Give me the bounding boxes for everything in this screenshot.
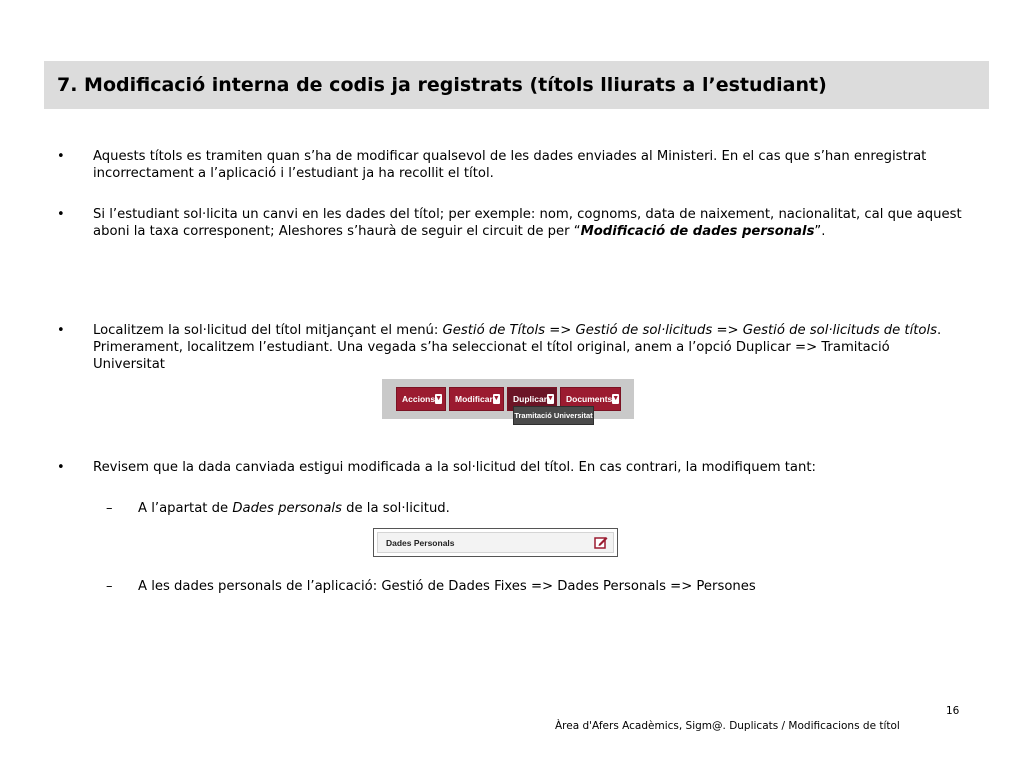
chevron-down-icon: ▼ bbox=[492, 395, 500, 402]
chevron-down-icon: ▼ bbox=[612, 395, 620, 402]
subitem-2: A les dades personals de l’aplicació: Gestió de Dades Fixes => Dades Personals => Persones bbox=[138, 579, 756, 594]
dades-personals-panel bbox=[377, 532, 614, 553]
paragraph-3-closing: . Primerament, localitzem l’estudiant. Una vegada s’ha seleccionat el títol original, anem a l’opció Duplicar => Tramitació Universitat bbox=[93, 323, 942, 372]
menu-path-1: Gestió de Títols bbox=[442, 323, 546, 338]
paragraph-2-emphasis: Modificació de dades personals bbox=[580, 224, 815, 239]
menu-path-3: Gestió de sol·licituds de títols bbox=[742, 323, 938, 338]
tramitacio-universitat-menu-item[interactable]: Tramitació Universitat bbox=[513, 406, 594, 425]
accions-button[interactable] bbox=[396, 387, 446, 411]
subitem-1 bbox=[138, 500, 450, 517]
dades-personals-screenshot bbox=[373, 528, 618, 557]
chevron-down-icon: ▼ bbox=[547, 395, 554, 402]
footer-text: Àrea d'Afers Acadèmics, Sigm@. Duplicats / Modificacions de títol bbox=[555, 720, 900, 732]
paragraph-2 bbox=[93, 206, 963, 240]
modificar-button[interactable] bbox=[449, 387, 504, 411]
paragraph-2-text: Si l’estudiant sol·licita un canvi en les dades del títol; per exemple: nom, cognoms, data de naixement, nacionalitat, cal que aquest aboni la taxa corresponent; Aleshores s’haurà de seguir el circuit de per “ bbox=[93, 207, 962, 239]
subitem-1-text: A l’apartat de bbox=[138, 501, 233, 516]
dash-marker: – bbox=[106, 501, 113, 516]
menu-path-separator: => bbox=[545, 323, 576, 338]
page-title: 7. Modificació interna de codis ja registrats (títols lliurats a l’estudiant) bbox=[57, 74, 827, 96]
paragraph-4: Revisem que la dada canviada estigui modificada a la sol·licitud del títol. En cas contrari, la modifiquem tant: bbox=[93, 460, 816, 475]
paragraph-3-text: Localitzem la sol·licitud del títol mitjançant el menú: bbox=[93, 323, 443, 338]
paragraph-2-closing: ”. bbox=[814, 224, 826, 239]
paragraph-3 bbox=[93, 322, 963, 373]
title-bar bbox=[44, 61, 989, 109]
dades-personals-label: Dades Personals bbox=[386, 538, 455, 548]
bullet-marker: • bbox=[57, 460, 65, 475]
accions-label: Accions bbox=[402, 394, 436, 404]
menu-path-2: Gestió de sol·licituds bbox=[575, 323, 713, 338]
bullet-marker: • bbox=[57, 149, 65, 164]
chevron-down-icon: ▼ bbox=[435, 395, 443, 402]
bullet-marker: • bbox=[57, 323, 65, 338]
edit-icon[interactable] bbox=[594, 535, 608, 549]
menu-screenshot bbox=[382, 379, 634, 419]
subitem-1-emphasis: Dades personals bbox=[232, 501, 342, 516]
documents-label: Documents bbox=[566, 394, 613, 404]
subitem-1-closing: de la sol·licitud. bbox=[341, 501, 450, 516]
bullet-marker: • bbox=[57, 207, 65, 222]
paragraph-1: Aquests títols es tramiten quan s’ha de modificar qualsevol de les dades enviades al Ministeri. En el cas que s’han enregistrat incorrectament a l’aplicació i l’estudiant ja ha recollit el títol. bbox=[93, 149, 927, 181]
menu-path-separator: => bbox=[712, 323, 743, 338]
modificar-label: Modificar bbox=[455, 394, 493, 404]
dash-marker: – bbox=[106, 579, 113, 594]
duplicar-label: Duplicar bbox=[513, 394, 548, 404]
page-number: 16 bbox=[946, 705, 960, 717]
